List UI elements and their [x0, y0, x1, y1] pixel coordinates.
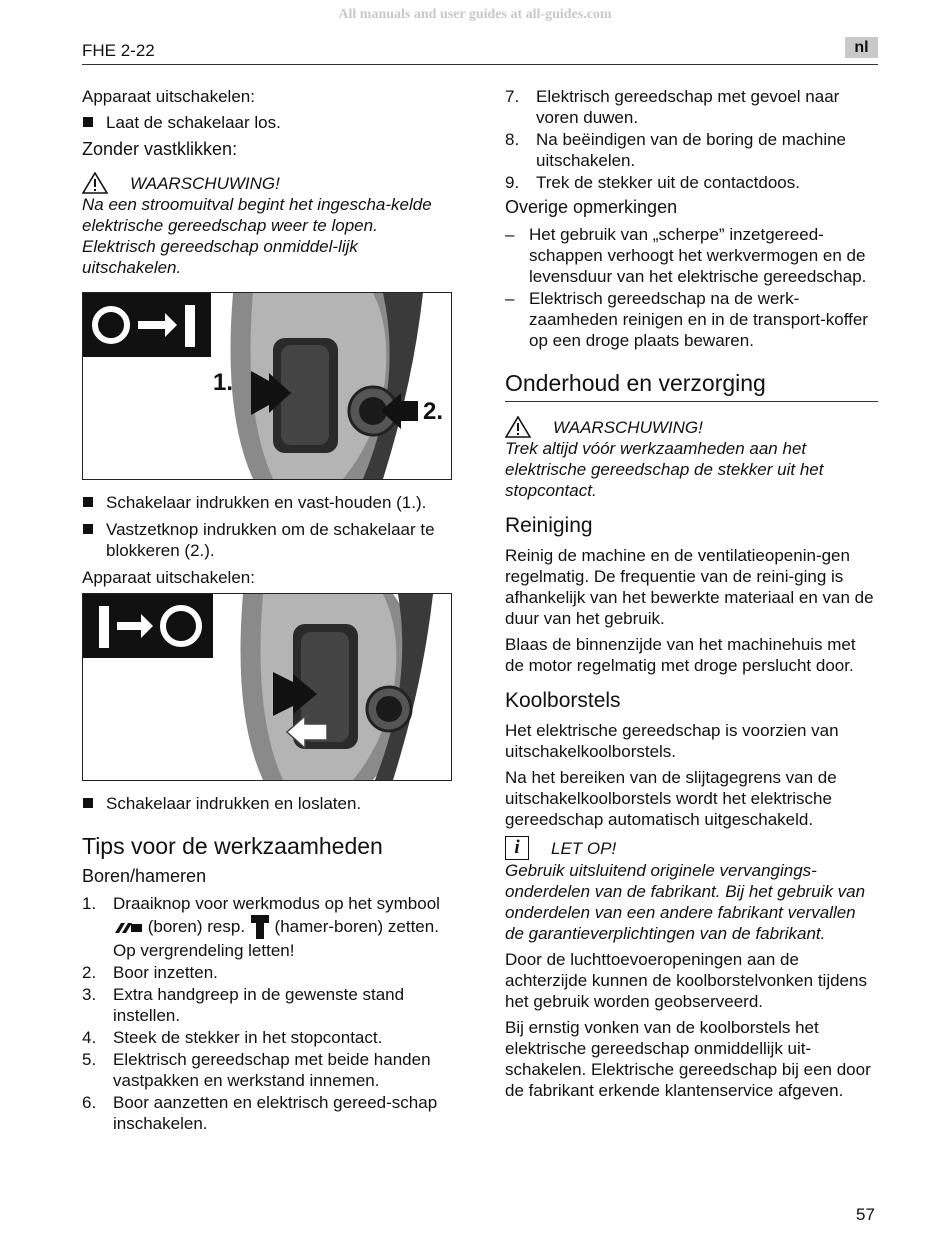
left-column — [82, 86, 454, 1135]
bullet-press-hold: Schakelaar indrukken en vast-houden (1.). — [82, 492, 454, 513]
step-number: 6. — [82, 1093, 97, 1112]
warning-title: WAARSCHUWING! — [130, 173, 280, 193]
brushes-paragraph: Na het bereiken van de slijtagegrens van de uitschakelkoolborstels wordt het elektrische gereedschap automatisch uitgeschakeld. — [505, 768, 837, 829]
header-rule — [82, 64, 878, 65]
warning-heading — [82, 172, 454, 194]
list-item — [82, 984, 454, 1026]
language-badge: nl — [845, 37, 878, 58]
list-item — [82, 1027, 454, 1048]
warning-text: Na een stroomuitval begint het ingescha-kelde elektrische gereedschap weer te lopen. Elektrisch gereedschap onmiddel-lijk uitschakelen. — [82, 195, 432, 277]
list-item — [82, 1049, 454, 1091]
closing-paragraph: Bij ernstig vonken van de koolborstels het elektrische gereedschap onmiddellijk uit-schakelen. Elektrische gereedschap bij een door de fabrikant erkende klantenservice afgeven. — [505, 1018, 871, 1100]
drill-hammer-heading: Boren/hameren — [82, 866, 207, 886]
info-icon: i — [505, 836, 529, 860]
warning-heading — [505, 416, 878, 438]
step-text: (boren) resp. — [147, 917, 246, 936]
step-number: 5. — [82, 1050, 97, 1069]
steps-list-left — [82, 893, 454, 1134]
tips-heading: Tips voor de werkzaamheden — [82, 833, 383, 859]
watermark: All manuals and user guides at all-guides.com — [338, 7, 612, 22]
step-number: 9. — [505, 173, 520, 192]
document-title: FHE 2-22 — [82, 41, 155, 60]
hammer-mode-icon — [250, 914, 270, 940]
closing-paragraph: Door de luchttoevoeropeningen aan de achterzijde kunnen de koolborstelvonken tijdens het gebruik worden geobserveerd. — [505, 950, 867, 1011]
step-text: (hamer-boren) zetten. Op vergrendeling letten! — [113, 917, 439, 960]
bullet-press-release: Schakelaar indrukken en loslaten. — [82, 793, 454, 814]
step-text: Elektrisch gereedschap met beide handen vastpakken en werkstand innemen. — [113, 1050, 431, 1090]
step-text: Steek de stekker in het stopcontact. — [113, 1028, 383, 1047]
step-text: Draaiknop voor werkmodus op het symbool — [113, 894, 440, 913]
warning-text: Trek altijd vóór werkzaamheden aan het elektrische gereedschap de stekker uit het stopcontact. — [505, 439, 824, 500]
figure-switch-lock — [82, 292, 452, 480]
switch-off-label-2: Apparaat uitschakelen: — [82, 568, 255, 587]
cleaning-paragraph: Reinig de machine en de ventilatieopenin-gen regelmatig. De frequentie van de reini-ging is afhankelijk van het bewerkte materiaal en van de duur van het gebruik. — [505, 546, 874, 628]
no-lock-heading: Zonder vastklikken: — [82, 139, 238, 159]
cleaning-paragraph: Blaas de binnenzijde van het machinehuis met de motor regelmatig met droge perslucht door. — [505, 635, 856, 675]
warning-title: WAARSCHUWING! — [553, 417, 703, 437]
brushes-paragraph: Het elektrische gereedschap is voorzien van uitschakelkoolborstels. — [505, 721, 839, 761]
step-number: 1. — [82, 894, 97, 913]
drill-mode-icon — [113, 921, 143, 935]
step-number: 8. — [505, 130, 520, 149]
list-item — [82, 1092, 454, 1134]
list-item — [505, 129, 878, 171]
brushes-heading: Koolborstels — [505, 689, 621, 712]
bullet-release: Laat de schakelaar los. — [82, 112, 454, 133]
step-text: Boor aanzetten en elektrisch gereed-schap inschakelen. — [113, 1093, 438, 1133]
step-number: 4. — [82, 1028, 97, 1047]
figure-switch-release — [82, 593, 452, 781]
other-notes-heading: Overige opmerkingen — [505, 197, 678, 217]
cleaning-heading: Reiniging — [505, 514, 593, 537]
step-number: 7. — [505, 87, 520, 106]
list-item — [505, 172, 878, 193]
fig1-label-2: 2. — [423, 398, 444, 425]
step-number: 2. — [82, 963, 97, 982]
step-text: Elektrisch gereedschap met gevoel naar voren duwen. — [536, 87, 840, 127]
note-heading — [505, 836, 878, 860]
steps-list-right — [505, 86, 878, 193]
warning-triangle-icon — [505, 416, 531, 438]
fig1-label-1: 1. — [213, 369, 234, 396]
maintenance-heading: Onderhoud en verzorging — [505, 369, 878, 402]
right-column — [505, 86, 878, 1106]
step-text: Trek de stekker uit de contactdoos. — [536, 173, 800, 192]
list-item — [82, 893, 454, 961]
note-title: LET OP! — [551, 838, 617, 858]
step-number: 3. — [82, 985, 97, 1004]
step-text: Na beëindigen van de boring de machine uitschakelen. — [536, 130, 847, 170]
note-text: Gebruik uitsluitend originele vervangings-onderdelen van de fabrikant. Bij het gebruik van onderdelen van een andere fabrikant vervallen de garantieverplichtingen van de fabrikant. — [505, 861, 866, 943]
step-text: Boor inzetten. — [113, 963, 218, 982]
list-item: – Het gebruik van „scherpe” inzetgereed-schappen verhoogt het werkvermogen en de levensduur van het elektrische gereedschap. — [505, 224, 878, 287]
page-number: 57 — [856, 1205, 875, 1224]
list-item — [82, 962, 454, 983]
bullet-lock-button: Vastzetknop indrukken om de schakelaar te blokkeren (2.). — [82, 519, 454, 561]
list-item — [505, 86, 878, 128]
warning-triangle-icon — [82, 172, 108, 194]
list-item: – Elektrisch gereedschap na de werk-zaamheden reinigen en in de transport-koffer op een droge plaats bewaren. — [505, 288, 878, 351]
step-text: Extra handgreep in de gewenste stand instellen. — [113, 985, 405, 1025]
switch-off-label: Apparaat uitschakelen: — [82, 87, 255, 106]
